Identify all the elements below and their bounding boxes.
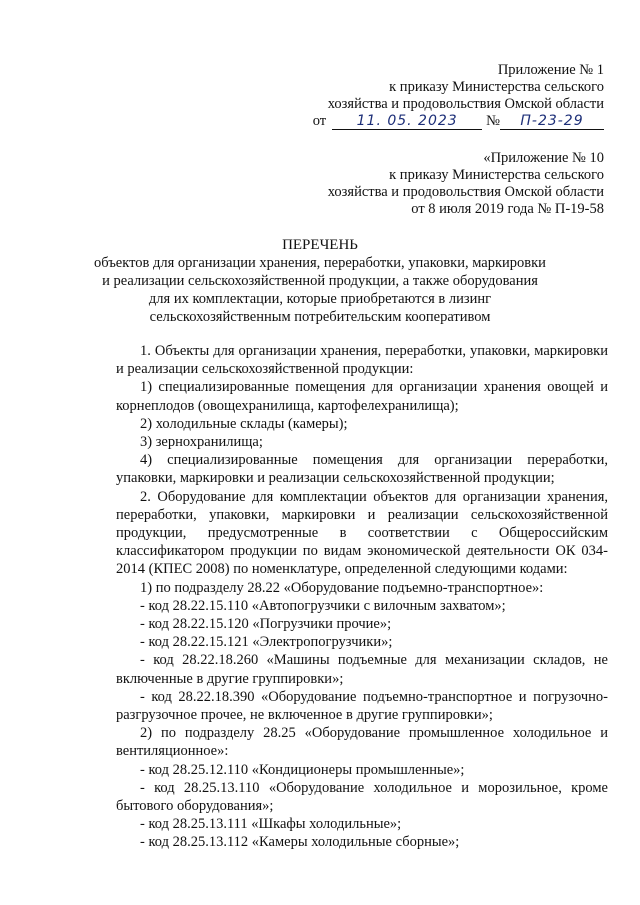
paragraph: 2) по подразделу 28.25 «Оборудование промышленное холодильное и вентиляционное»: (116, 725, 608, 760)
number-prefix: № (486, 113, 500, 129)
list-item: - код 28.22.18.390 «Оборудование подъемно-транспортное и погрузочно-разгрузочное прочее, не включенное в другие группировки»; (116, 688, 608, 724)
ministry-name: хозяйства и продовольствия Омской области (327, 96, 604, 112)
appendix-number: Приложение № 1 (497, 62, 604, 78)
document-body (116, 342, 608, 852)
order-reference: к приказу Министерства сельского (389, 79, 604, 95)
list-item: - код 28.25.13.112 «Камеры холодильные сборные»; (140, 834, 460, 851)
appendix-header (313, 62, 604, 130)
handwritten-date: 11. 05. 2023 (332, 113, 482, 130)
paragraph: 2) холодильные склады (камеры); (140, 415, 348, 432)
order-date-number-row (313, 113, 604, 130)
previous-appendix-header (328, 150, 604, 218)
paragraph: 2. Оборудование для комплектации объектов для организации хранения, переработки, упаковки, маркировки и реализации сельскохозяйственной продукции, предусмотренные в соответствии с Общероссийским классификатором продукции по видам экономической деятельности ОК 034-2014 (КПЕС 2008) по номенклатуре, определенной следующими кодами: (116, 488, 608, 578)
document-title: ПЕРЕЧЕНЬ (282, 237, 358, 253)
paragraph: 3) зернохранилища; (140, 434, 263, 451)
list-item: - код 28.22.15.110 «Автопогрузчики с вилочным захватом»; (140, 597, 506, 614)
list-item: - код 28.22.15.121 «Электропогрузчики»; (140, 634, 393, 651)
list-item: - код 28.25.13.110 «Оборудование холодильное и морозильное, кроме бытового оборудования»; (116, 779, 608, 815)
previous-ministry-name: хозяйства и продовольствия Омской области (327, 184, 604, 200)
list-item: - код 28.22.18.260 «Машины подъемные для механизации складов, не включенные в другие группировки»; (116, 652, 608, 687)
paragraph: 1. Объекты для организации хранения, переработки, упаковки, маркировки и реализации сельскохозяйственной продукции: (116, 343, 608, 378)
list-item: - код 28.25.13.111 «Шкафы холодильные»; (140, 816, 402, 833)
previous-order-date: от 8 июля 2019 года № П-19-58 (411, 201, 604, 217)
paragraph: 4) специализированные помещения для организации переработки, упаковки, маркировки и реализации сельскохозяйственной продукции; (116, 452, 608, 487)
paragraph: 1) специализированные помещения для организации хранения овощей и корнеплодов (овощехранилища, картофелехранилища); (116, 379, 608, 414)
date-prefix: от (312, 113, 327, 129)
handwritten-order-number: П-23-29 (500, 113, 604, 130)
previous-appendix-number: «Приложение № 10 (483, 150, 604, 166)
paragraph: 1) по подразделу 28.22 «Оборудование подъемно-транспортное»: (140, 579, 544, 596)
list-item: - код 28.25.12.110 «Кондиционеры промышленные»; (140, 761, 465, 778)
document-subtitle: объектов для организации хранения, переработки, упаковки, маркировки и реализации сельскохозяйственной продукции, а также оборудования для их комплектации, которые приобретаются в лизинг сельскохозяйственным потребительским кооперативом (94, 255, 546, 325)
previous-order-reference: к приказу Министерства сельского (389, 167, 604, 183)
list-item: - код 28.22.15.120 «Погрузчики прочие»; (140, 616, 392, 633)
